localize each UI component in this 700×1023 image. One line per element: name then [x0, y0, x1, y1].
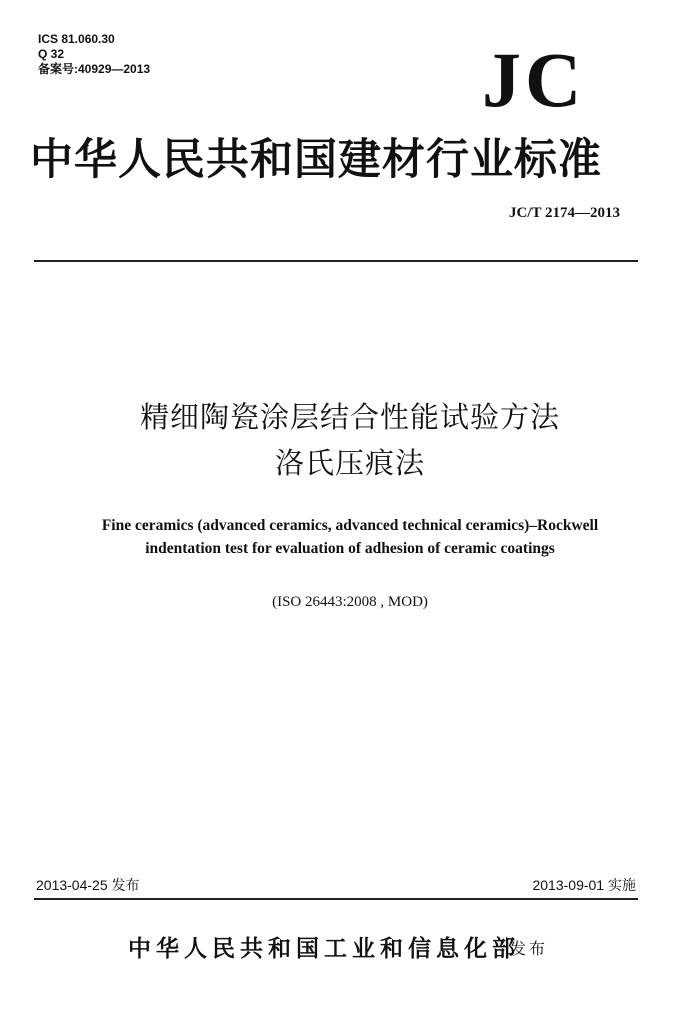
chinese-title-line-2: 洛氏压痕法 — [274, 446, 425, 480]
classification-code — [38, 47, 64, 62]
english-title-line-1: Fine ceramics (advanced ceramics, advanced technical ceramics)–Rockwell — [101, 517, 599, 534]
top-divider — [34, 260, 638, 262]
jc-logo: JC — [482, 36, 586, 123]
publish-label: 发布 — [510, 939, 549, 958]
organization-title: 中华人民共和国建材行业标准 — [30, 135, 602, 185]
standard-number: JC/T 2174—2013 — [509, 205, 620, 221]
ics-code-text: ICS 81.060.30 — [38, 32, 115, 46]
english-title-line-2: indentation test for evaluation of adhesion of ceramic coatings — [145, 540, 555, 557]
issue-date: 2013-04-25 发布 — [36, 877, 140, 893]
ics-code — [38, 32, 115, 47]
iso-reference: (ISO 26443:2008 , MOD) — [272, 594, 428, 610]
implementation-date: 2013-09-01 实施 — [532, 877, 636, 893]
publisher-name: 中华人民共和国工业和信息化部 — [128, 935, 520, 962]
bottom-divider — [34, 898, 638, 900]
chinese-title-line-1: 精细陶瓷涂层结合性能试验方法 — [139, 400, 560, 434]
record-number — [38, 62, 150, 77]
classification-code-text: Q 32 — [38, 47, 65, 61]
record-number-text: 备案号:40929—2013 — [38, 62, 151, 76]
